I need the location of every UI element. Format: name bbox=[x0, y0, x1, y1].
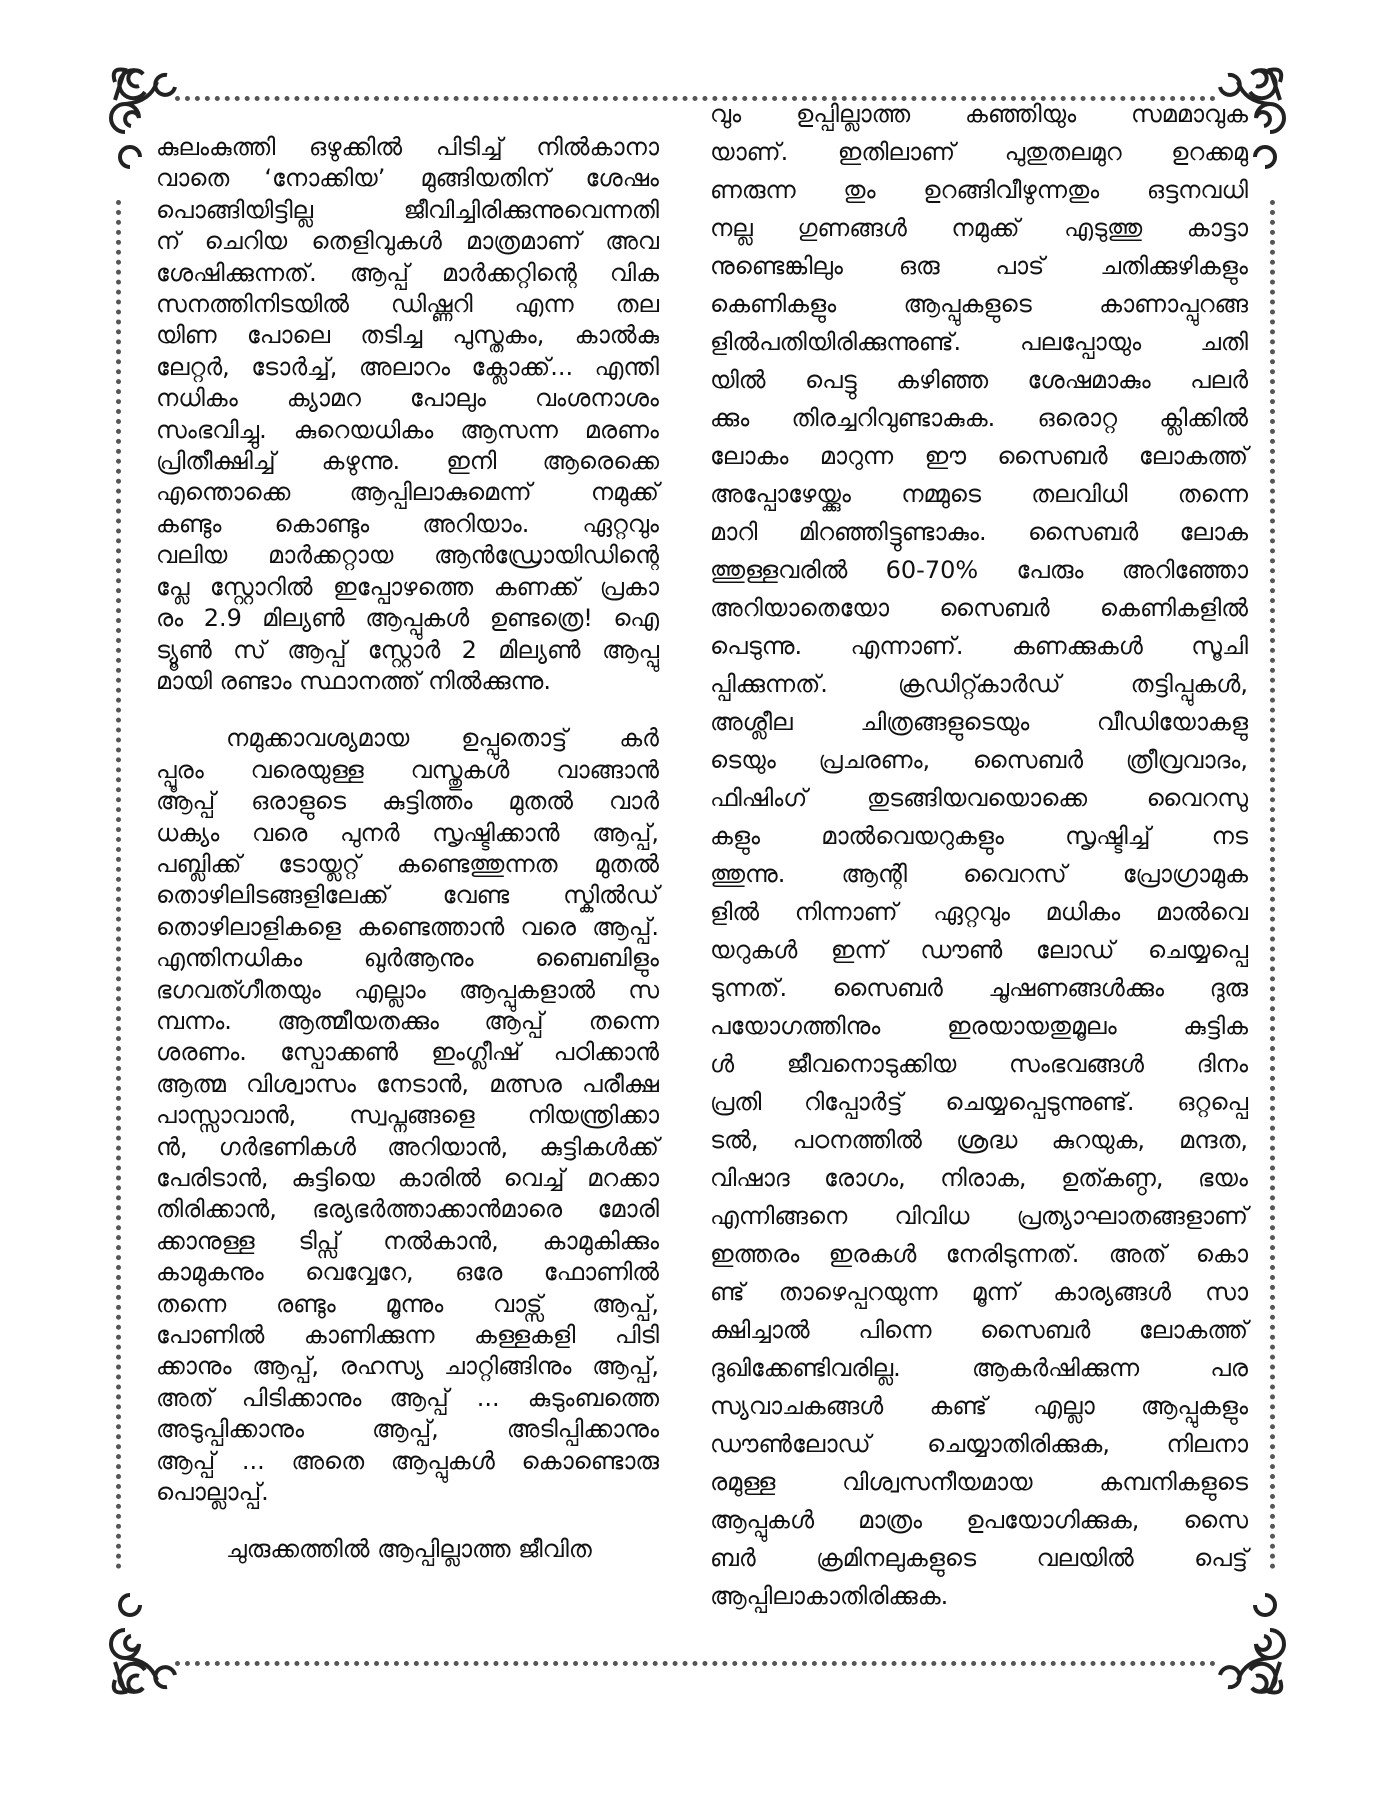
text-line: നമുക്കാവശ്യമായ ഉപ്പുതൊട്ട് കർ bbox=[226, 724, 659, 753]
text-line: ടെയും പ്രചരണം, സൈബർ ത്രീവ്രവാദം, bbox=[710, 746, 1248, 774]
paragraph bbox=[156, 723, 659, 1508]
border-dotted-left bbox=[116, 200, 121, 1570]
text-line: എന്തിനധികം ഖുർആനും ബൈബിളും bbox=[156, 944, 659, 973]
text-line: തൊഴിലിടങ്ങളിലേക്ക് വേണ്ട സ്കിൽഡ് bbox=[156, 881, 659, 910]
article-column-right bbox=[710, 95, 1248, 1615]
text-line: കെണികളും ആപ്പുകളുടെ കാണാപ്പുറങ്ങ bbox=[710, 290, 1248, 318]
text-line: പാസ്സാവാൻ, സ്വപ്നങ്ങളെ നിയന്ത്രിക്കാ bbox=[156, 1101, 659, 1130]
text-line: അത് പിടിക്കാനും ആപ്പ് ... കുടുംബത്തെ bbox=[156, 1383, 659, 1412]
border-dotted-right bbox=[1270, 200, 1275, 1570]
text-line: പേരിടാൻ, കുട്ടിയെ കാരിൽ വെച്ച് മറക്കാ bbox=[156, 1164, 659, 1192]
text-line: അറിയാതെയോ സൈബർ കെണികളിൽ bbox=[710, 594, 1248, 622]
text-line: ഇത്തരം ഇരകൾ നേരിടുന്നത്. അത് കൊ bbox=[710, 1240, 1248, 1268]
text-line: കളും മാൽവെയറുകളും സൃഷ്ടിച്ച് നട bbox=[710, 822, 1248, 850]
text-line: ലോകം മാറുന്ന ഈ സൈബർ ലോകത്ത് bbox=[710, 442, 1248, 470]
text-line: ശരണം. സ്പോക്കൺ ഇംഗ്ലീഷ് പഠിക്കാൻ bbox=[156, 1038, 659, 1067]
text-line: കുലംകുത്തി ഒഴുക്കിൽ പിടിച്ച് നിൽകാനാ bbox=[156, 133, 659, 161]
text-line: ളിൽ നിന്നാണ് ഏറ്റവും മധികം മാൽവെ bbox=[710, 898, 1248, 926]
text-line: പ്പൂരം വരെയുള്ള വസ്തുകൾ വാങ്ങാൻ bbox=[156, 755, 659, 784]
text-line: ആപ്പുകൾ മാത്രം ഉപയോഗിക്കുക, സൈ bbox=[710, 1506, 1248, 1534]
text-line: ആത്മ വിശ്വാസം നേടാൻ, മത്സര പരീക്ഷ bbox=[156, 1069, 659, 1098]
text-line: ശേഷിക്കുന്നത്. ആപ്പ് മാർക്കറ്റിന്റെ വിക bbox=[156, 258, 659, 287]
text-line: പൊല്ലാപ്പ്. bbox=[156, 1478, 269, 1507]
text-line: തൊഴിലാളികളെ കണ്ടെത്താൻ വരെ ആപ്പ്. bbox=[156, 912, 659, 941]
text-line: ആപ്പ് ഒരാളുടെ കുട്ടിത്തം മുതൽ വാർ bbox=[156, 787, 659, 816]
text-line: രമുള്ള വിശ്വസനീയമായ കമ്പനികളുടെ bbox=[710, 1468, 1248, 1496]
text-line: സനത്തിനിടയിൽ ഡിഷ്ണറി എന്ന തല bbox=[156, 290, 659, 319]
text-line: വലിയ മാർക്കറ്റായ ആൻഡ്രോയിഡിന്റെ bbox=[156, 541, 659, 570]
text-line: എന്തൊക്കെ ആപ്പിലാകുമെന്ന് നമുക്ക് bbox=[156, 478, 659, 507]
text-line: ആപ്പിലാകാതിരിക്കുക. bbox=[710, 1582, 949, 1610]
text-line: അശ്ലീല ചിത്രങ്ങളുടെയും വീഡിയോകളു bbox=[710, 708, 1248, 736]
text-line: ടൽ, പഠനത്തിൽ ശ്രദ്ധ കുറയുക, മന്ദത, bbox=[710, 1126, 1248, 1154]
text-line: പ്പിക്കുന്നത്. ക്രഡിറ്റ്കാർഡ് തട്ടിപ്പുകൾ, bbox=[710, 670, 1248, 698]
text-line: ത്തുള്ളവരിൽ 60-70% പേരും അറിഞ്ഞോ bbox=[710, 556, 1248, 584]
text-line: എന്നിങ്ങനെ വിവിധ പ്രത്യാഘാതങ്ങളാണ് bbox=[710, 1202, 1248, 1230]
text-line: ത്തുന്നു. ആന്റി വൈറസ് പ്രോഗ്രാമുക bbox=[710, 860, 1248, 888]
text-line: മായി രണ്ടാം സ്ഥാനത്ത് നിൽക്കുന്നു. bbox=[156, 666, 551, 695]
text-line: പബ്ലിക്ക് ടോയ്ലറ്റ് കണ്ടെത്തുന്നത മുതൽ bbox=[156, 849, 659, 878]
text-line: ന് ചെറിയ തെളിവുകൾ മാത്രമാണ് അവ bbox=[156, 227, 659, 256]
text-line: അപ്പോഴേയ്ക്കും നമ്മുടെ തലവിധി തന്നെ bbox=[710, 480, 1248, 508]
text-line: ക്കാനുള്ള ടിപ്സ് നൽകാൻ, കാമുകിക്കും bbox=[156, 1226, 659, 1255]
text-line: നല്ല ഗുണങ്ങൾ നമുക്ക് എടുത്തു കാട്ടാ bbox=[710, 214, 1248, 242]
text-line: നുണ്ടെങ്കിലും ഒരു പാട് ചതിക്കുഴികളും bbox=[710, 252, 1248, 280]
text-line: ഡൗൺലോഡ് ചെയ്യാതിരിക്കുക, നിലനാ bbox=[710, 1430, 1248, 1458]
text-line: കണ്ടും കൊണ്ടും അറിയാം. ഏറ്റവും bbox=[156, 509, 659, 538]
text-line: ക്കാനും ആപ്പ്, രഹസ്യ ചാറ്റിങ്ങിനും ആപ്പ്, bbox=[156, 1352, 659, 1381]
text-line: പൊങ്ങിയിട്ടില്ല ജീവിച്ചിരിക്കുന്നുവെന്നതി bbox=[156, 195, 659, 224]
text-line: പ്രതി റിപ്പോർട്ട് ചെയ്യപ്പെടുന്നുണ്ട്. ഒറ്റപ്പെ bbox=[710, 1088, 1248, 1116]
text-line: ക്ഷിച്ചാൽ പിന്നെ സൈബർ ലോകത്ത് bbox=[710, 1316, 1248, 1344]
text-line: നധികം ക്യാമറ പോലും വംശനാശം bbox=[156, 384, 659, 413]
text-line: ആപ്പ് ... അതെ ആപ്പുകൾ കൊണ്ടൊരു bbox=[156, 1446, 659, 1475]
text-line: യറുകൾ ഇന്ന് ഡൗൺ ലോഡ് ചെയ്യപ്പെ bbox=[710, 936, 1248, 964]
text-line: വും ഉപ്പില്ലാത്ത കഞ്ഞിയും സമമാവുക bbox=[710, 100, 1248, 128]
text-line: ക്കും തിരച്ചറിവുണ്ടാകുക. ഒരൊറ്റ ക്ലിക്കിൽ bbox=[710, 404, 1248, 432]
text-line: ൾ ജീവനൊടുക്കിയ സംഭവങ്ങൾ ദിനം bbox=[710, 1050, 1248, 1078]
border-dotted-bottom bbox=[175, 1661, 1216, 1666]
text-line: യിണ പോലെ തടിച്ച പുസ്തകം, കാൽകു bbox=[156, 321, 659, 350]
text-line: ളിൽപതിയിരിക്കുന്നുണ്ട്. പലപ്പോയും ചതി bbox=[710, 328, 1248, 356]
text-line: പോണിൽ കാണിക്കുന്ന കള്ളകളി പിടി bbox=[156, 1321, 659, 1350]
text-line: യാണ്. ഇതിലാണ് പുതുതലമുറ ഉറക്കമു bbox=[710, 138, 1248, 166]
text-line: വിഷാദ രോഗം, നിരാക, ഉത്കണ്ഠ, ഭയം bbox=[710, 1164, 1248, 1192]
text-line: ധക്യം വരെ പുനർ സൃഷ്ടിക്കാൻ ആപ്പ്, bbox=[156, 818, 659, 847]
paragraph bbox=[710, 95, 1248, 1615]
text-line: ഫിഷിംഗ് തുടങ്ങിയവയൊക്കെ വൈറസു bbox=[710, 784, 1248, 812]
text-line: മ്പന്നം. ആത്മീയതക്കും ആപ്പ് തന്നെ bbox=[156, 1006, 659, 1035]
article-column-left bbox=[156, 132, 659, 1566]
text-line: ലേറ്റർ, ടോർച്ച്, അലാറം ക്ലോക്ക്... എന്തി bbox=[156, 352, 659, 381]
text-line: അടുപ്പിക്കാനും ആപ്പ്, അടിപ്പിക്കാനും bbox=[156, 1415, 659, 1444]
text-line: പെടുന്നു. എന്നാണ്. കണക്കുകൾ സൂചി bbox=[710, 632, 1248, 660]
paragraph bbox=[156, 1534, 659, 1565]
text-line: ടുന്നത്. സൈബർ ചൂഷണങ്ങൾക്കും ദുരു bbox=[710, 974, 1248, 1002]
paragraph bbox=[156, 132, 659, 697]
text-line: മാറി മിറഞ്ഞിട്ടുണ്ടാകും. സൈബർ ലോക bbox=[710, 518, 1248, 546]
text-line: കാമുകനും വെവ്വേറേ, ഒരേ ഫോണിൽ bbox=[156, 1258, 659, 1287]
text-line: ൻ, ഗർഭണികൾ അറിയാൻ, കുട്ടികൾക്ക് bbox=[156, 1132, 659, 1161]
text-line: യിൽ പെട്ടു കഴിഞ്ഞ ശേഷമാകും പലർ bbox=[710, 366, 1248, 394]
text-line: വാതെ ‘നോക്കിയ’ മുങ്ങിയതിന് ശേഷം bbox=[156, 164, 659, 193]
corner-swirl-ornament-icon bbox=[105, 1590, 215, 1700]
text-line: പ്ലേ സ്റ്റോറിൽ ഇപ്പോഴത്തെ കണക്ക് പ്രകാ bbox=[156, 572, 659, 601]
text-line: ണരുന്ന തും ഉറങ്ങിവീഴുന്നതും ഒട്ടനവധി bbox=[710, 176, 1248, 204]
text-line: സ്യവാചകങ്ങൾ കണ്ട് എല്ലാ ആപ്പുകളും bbox=[710, 1392, 1248, 1420]
text-line: പ്രിതീക്ഷിച്ച് കഴുന്നു. ഇനി ആരെക്കെ bbox=[156, 447, 659, 476]
text-line: ബർ ക്രമിനലുകളുടെ വലയിൽ പെട്ട് bbox=[710, 1544, 1248, 1572]
text-line: ണ്ട് താഴെപ്പറയുന്ന മൂന്ന് കാര്യങ്ങൾ സാ bbox=[710, 1278, 1248, 1306]
text-line: ചുരുക്കത്തിൽ ആപ്പില്ലാത്ത ജീവിത bbox=[226, 1535, 592, 1564]
text-line: തിരിക്കാൻ, ഭര്യഭർത്താക്കാൻമാരെ മോരി bbox=[156, 1195, 659, 1224]
text-line: പയോഗത്തിനും ഇരയായതുമൂലം കുട്ടിക bbox=[710, 1012, 1248, 1040]
text-line: ദുഖിക്കേണ്ടിവരില്ല. ആകർഷിക്കുന്ന പര bbox=[710, 1354, 1248, 1382]
text-line: ട്യൂൺ സ് ആപ്പ് സ്റ്റോർ 2 മില്യൺ ആപ്പു bbox=[156, 635, 659, 664]
text-line: ഭഗവത്ഗീതയും എല്ലാം ആപ്പുകളാൽ സ bbox=[156, 975, 659, 1004]
text-line: സംഭവിച്ചു. കുറെയധികം ആസന്ന മരണം bbox=[156, 415, 659, 444]
text-line: തന്നെ രണ്ടും മൂന്നും വാട്സ് ആപ്പ്, bbox=[156, 1289, 659, 1318]
text-line: രം 2.9 മില്യൺ ആപ്പുകൾ ഉണ്ടത്രെ! ഐ bbox=[156, 604, 659, 633]
